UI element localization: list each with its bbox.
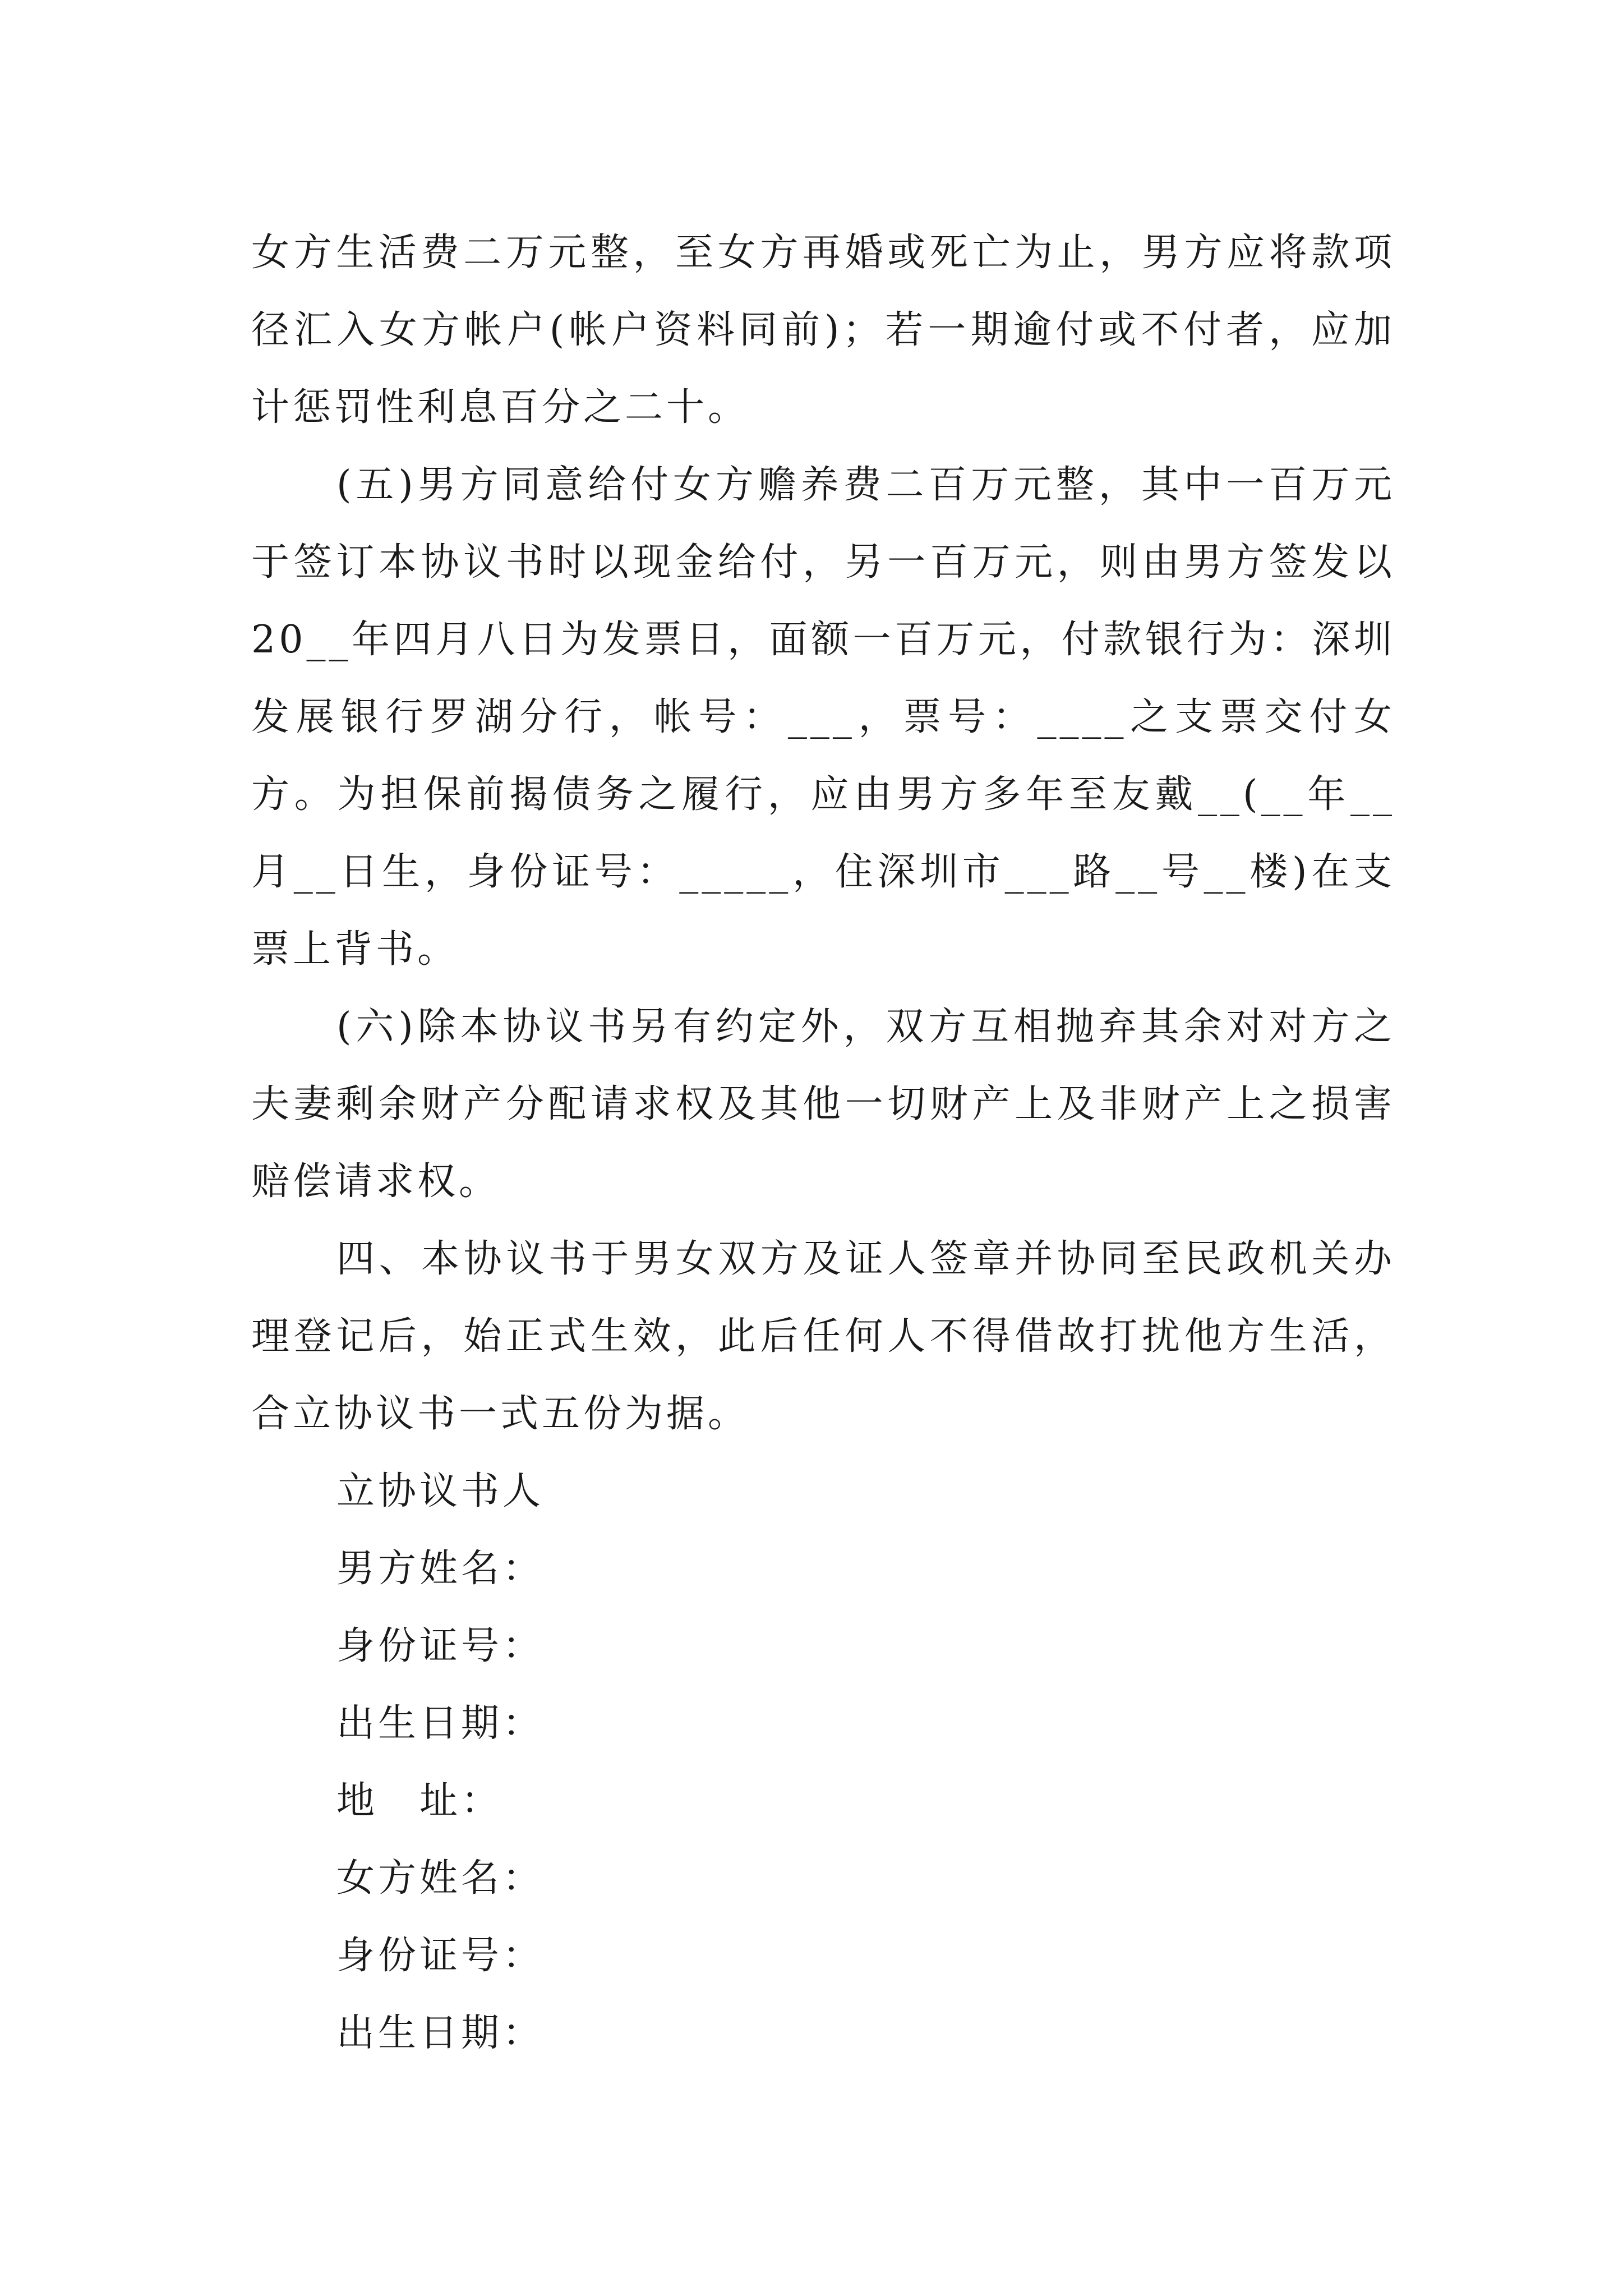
male-name-field: 男方姓名： (336, 1547, 545, 1591)
paragraph-effectiveness: 四、本协议书于男女双方及证人签章并协同至民政机关办理登记后，始正式生效，此后任何人不得借故打扰他方生活，合立协议书一式五份为据。 (251, 1237, 1395, 1436)
paragraph-alimony-continued: 女方生活费二万元整，至女方再婚或死亡为止，男方应将款项径汇入女方帐户(帐户资料同前)；若一期逾付或不付者，应加计惩罚性利息百分之二十。 (251, 231, 1395, 430)
male-address-field: 地 址： (336, 1779, 503, 1823)
signature-heading: 立协议书人 (336, 1469, 545, 1513)
female-birth-field: 出生日期： (336, 2011, 545, 2055)
male-id-field: 身份证号： (336, 1624, 545, 1668)
signature-block (251, 1453, 1395, 2072)
document-body (251, 214, 1395, 2072)
male-birth-field: 出生日期： (336, 1701, 545, 1746)
female-name-field: 女方姓名： (336, 1856, 545, 1901)
paragraph-support-payment: (五)男方同意给付女方赡养费二百万元整，其中一百万元于签订本协议书时以现金给付，另一百万元，则由男方签发以20__年四月八日为发票日，面额一百万元，付款银行为：深圳发展银行罗湖分行，帐号：___，票号：____之支票交付女方。为担保前揭债务之履行，应由男方多年至友戴__(__年__月__日生，身份证号：_____，住深圳市___路__号__楼)在支票上背书。 (251, 463, 1395, 972)
female-id-field: 身份证号： (336, 1934, 545, 1978)
paragraph-waiver: (六)除本协议书另有约定外，双方互相抛弃其余对对方之夫妻剩余财产分配请求权及其他一切财产上及非财产上之损害赔偿请求权。 (251, 1005, 1395, 1204)
